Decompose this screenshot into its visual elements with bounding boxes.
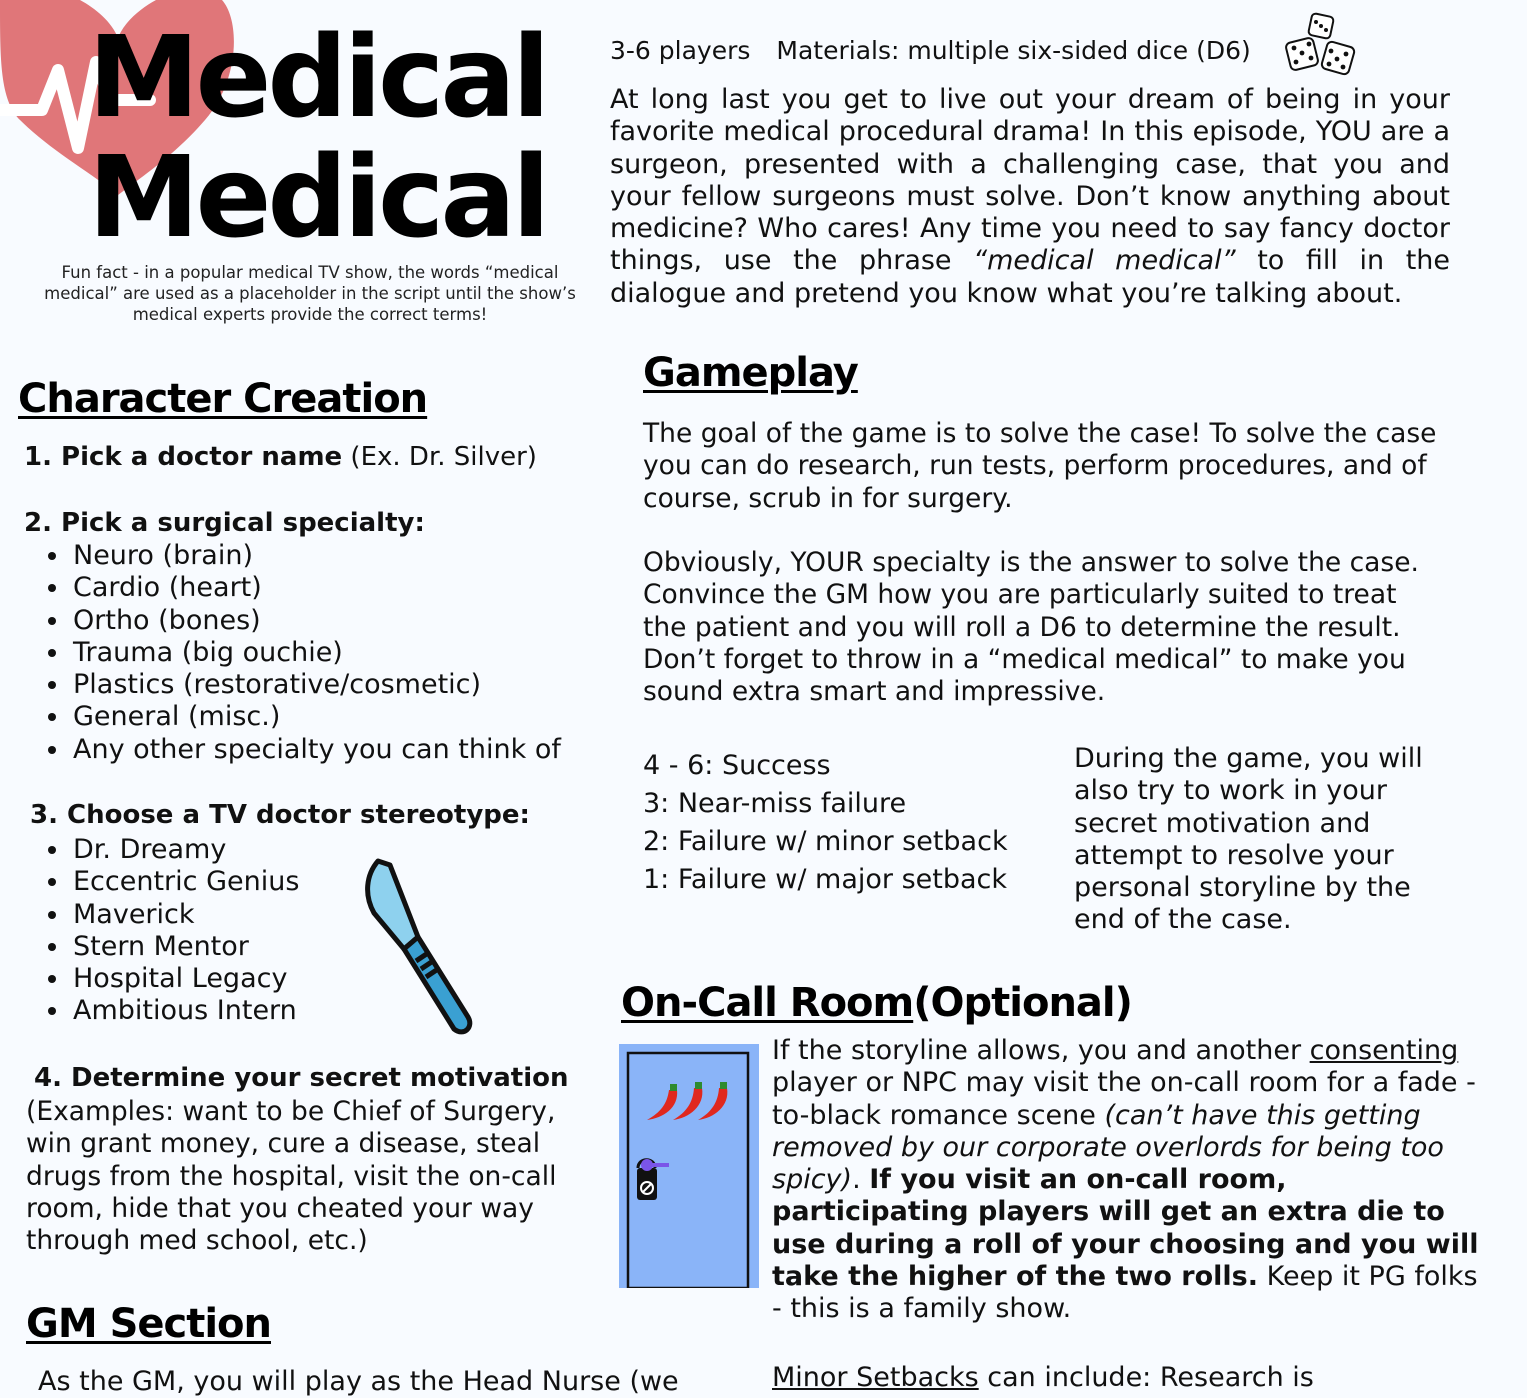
step-4: 4. Determine your secret motivation: [34, 1063, 569, 1093]
game-meta: [610, 36, 1277, 65]
list-item: • Ortho (bones): [71, 605, 561, 637]
list-item: • Trauma (big ouchie): [71, 637, 561, 669]
list-item: • Any other specialty you can think of: [71, 734, 561, 766]
gameplay-paragraph-1: The goal of the game is to solve the case! To solve the case you can do research, run tests, perform procedures, and of course, scrub in for surgery.: [643, 418, 1437, 514]
materials: Materials: multiple six-sided dice (D6): [776, 36, 1251, 65]
consenting-link-text: consenting: [1309, 1035, 1459, 1066]
title-line-1: Medical: [88, 13, 547, 143]
list-item: • Neuro (brain): [71, 540, 561, 572]
list-item: • Stern Mentor: [71, 931, 299, 963]
step-3: 3. Choose a TV doctor stereotype:: [30, 800, 530, 830]
list-item: • Eccentric Genius: [71, 866, 299, 898]
step-1: 1. Pick a doctor name (Ex. Dr. Silver): [24, 442, 537, 472]
players-count: 3-6 players: [610, 36, 751, 65]
dice-icon: [1284, 12, 1360, 80]
on-call-room-heading: On-Call Room(Optional): [621, 980, 1132, 1026]
list-item: • Plastics (restorative/cosmetic): [71, 669, 561, 701]
minor-setbacks-text: Minor Setbacks can include: Research is: [772, 1362, 1314, 1393]
result-minor-setback: 2: Failure w/ minor setback: [643, 826, 1008, 857]
specialty-list: [24, 540, 561, 766]
list-item: • Cardio (heart): [71, 572, 561, 604]
result-major-setback: 1: Failure w/ major setback: [643, 864, 1008, 895]
roll-results: [643, 747, 1008, 899]
gameplay-heading: Gameplay: [643, 350, 858, 396]
list-item: • Hospital Legacy: [71, 963, 299, 995]
intro-paragraph: At long last you get to live out your dream of being in your favorite medical procedural drama! In this episode, YOU are a surgeon, presented with a challenging case, that you and your fellow surgeons must solve. Don’t know anything about medicine? Who cares! Any time you need to say fancy doctor things, use the phrase “medical medical” to fill in the dialogue and pretend you know what you’re talking about.: [610, 84, 1451, 309]
gm-section-text: As the GM, you will play as the Head Nurse (we: [38, 1366, 679, 1397]
scalpel-icon: [360, 855, 480, 1040]
gameplay-paragraph-2: Obviously, YOUR specialty is the answer to solve the case. Convince the GM how you are particularly suited to treat the patient and you will roll a D6 to determine the result. Don’t forget to throw in a “medical medical” to make you sound extra smart and impressive.: [643, 547, 1419, 708]
medical-medical-phrase: “medical medical”: [973, 245, 1236, 277]
list-item: • Ambitious Intern: [71, 995, 299, 1027]
on-call-room-text: If the storyline allows, you and another consenting player or NPC may visit the on-call room for a fade -to-black romance scene (can’t have this getting removed by our corporate overlords for being too spicy). If you visit an on-call room, participating players will get an extra die to use during a roll of your choosing and you will take the higher of the two rolls. Keep it PG folks - this is a family show.: [772, 1035, 1479, 1325]
title-line-2: Medical: [88, 133, 547, 263]
step-2: 2. Pick a surgical specialty:: [24, 508, 425, 538]
gm-section-heading: GM Section: [26, 1301, 271, 1347]
secret-motivation-note: During the game, you will also try to work in your secret motivation and attempt to resolve your personal storyline by the end of the case.: [1074, 743, 1423, 936]
door-icon: [619, 1044, 759, 1288]
result-success: 4 - 6: Success: [643, 750, 831, 781]
result-near-miss: 3: Near-miss failure: [643, 788, 907, 819]
step-4-examples: (Examples: want to be Chief of Surgery, win grant money, cure a disease, steal drugs from the hospital, visit the on-call room, hide that you cheated your way through med school, etc.): [26, 1096, 557, 1257]
list-item: • Dr. Dreamy: [71, 834, 299, 866]
fun-fact: Fun fact - in a popular medical TV show, the words “medical medical” are used as a placeholder in the script until the show’s medical experts provide the correct terms!: [44, 263, 576, 324]
character-creation-heading: Character Creation: [18, 376, 428, 422]
list-item: • General (misc.): [71, 701, 561, 733]
stereotype-list: [24, 834, 299, 1028]
list-item: • Maverick: [71, 899, 299, 931]
